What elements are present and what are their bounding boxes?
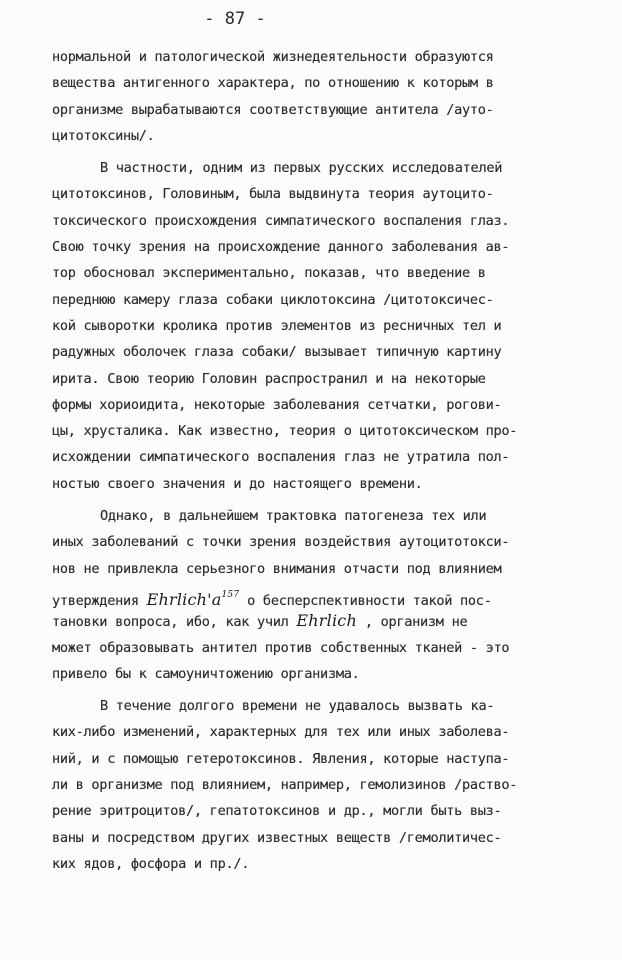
text-line: ний, и с помощью гетеротоксинов. Явления, которые наступа- xyxy=(52,750,510,767)
text-line-with-handwriting xyxy=(52,608,612,634)
text-line: ких-либо изменений, характерных для тех или иных заболева- xyxy=(52,724,510,741)
paragraph-first-line: Однако, в дальнейшем трактовка патогенеза тех или xyxy=(100,508,487,525)
text-line: вещества антигенного характера, по отношению к которым в xyxy=(52,75,494,92)
text-line: цы, хрусталика. Как известно, теория о цитотоксическом про- xyxy=(52,423,518,440)
text-line: ли в организме под влиянием, например, гемолизинов /раство- xyxy=(52,777,518,794)
text-line: рение эритроцитов/, гепатотоксинов и др., могли быть выз- xyxy=(52,803,502,820)
paragraph-first-line: В частности, одним из первых русских исследователей xyxy=(100,160,503,177)
text-line: тор обосновал экспериментально, показав, что введение в xyxy=(52,265,486,282)
footnote-ref: 157 xyxy=(221,589,240,600)
text-line: нов не привлекла серьезного внимания отчасти под влиянием xyxy=(52,560,502,577)
text-line: исхождении симпатического воспаления глаз не утратила пол- xyxy=(52,449,510,466)
text-line: иных заболеваний с точки зрения воздействия аутоцитотокси- xyxy=(52,534,510,551)
text-line: цитотоксинов, Головиным, была выдвинута теория аутоцито- xyxy=(52,186,494,203)
paragraph-first-line: В течение долгого времени не удавалось вызвать ка- xyxy=(100,698,495,715)
document-body xyxy=(52,44,612,877)
text-line: токсического происхождения симпатического воспаления глаз. xyxy=(52,212,510,229)
text-line: нормальной и патологической жизнедеятельности образуются xyxy=(52,49,494,65)
page-number: - 87 - xyxy=(204,9,266,29)
text-line: организме вырабатываются соответствующие антитела /ауто- xyxy=(52,101,494,118)
text-line: цитотоксины/. xyxy=(52,127,155,144)
text-fragment: тановки вопроса, ибо, как учил xyxy=(52,614,297,631)
text-line: кой сыворотки кролика против элементов из ресничных тел и xyxy=(52,317,502,334)
text-fragment: утверждения xyxy=(52,592,147,609)
text-fragment: , организм не xyxy=(356,614,468,631)
text-line-with-handwriting xyxy=(52,582,612,608)
handwritten-word: Ehrlich'a xyxy=(146,589,222,609)
text-line: ких ядов, фосфора и пр./. xyxy=(52,855,250,872)
handwritten-name xyxy=(147,590,240,609)
handwritten-name: Ehrlich xyxy=(296,611,357,631)
text-line: радужных оболочек глаза собаки/ вызывает типичную картину xyxy=(52,344,502,361)
text-line: ирита. Свою теорию Головин распространил и на некоторые xyxy=(52,370,486,387)
text-line: привело бы к самоуничтожению организма. xyxy=(52,665,360,682)
text-line: ностью своего значения и до настоящего времени. xyxy=(52,475,423,492)
text-line: ваны и посредством других известных веществ /гемолитичес- xyxy=(52,829,502,846)
text-line: Свою точку зрения на происхождение данного заболевания ав- xyxy=(52,239,510,256)
text-line: может образовывать антител против собственных тканей - это xyxy=(52,639,510,656)
text-line: формы хориоидита, некоторые заболевания сетчатки, рогови- xyxy=(52,396,502,413)
text-fragment: о бесперспективности такой пос- xyxy=(239,592,492,609)
text-line: переднюю камеру глаза собаки циклотоксина /цитотоксичес- xyxy=(52,291,494,308)
